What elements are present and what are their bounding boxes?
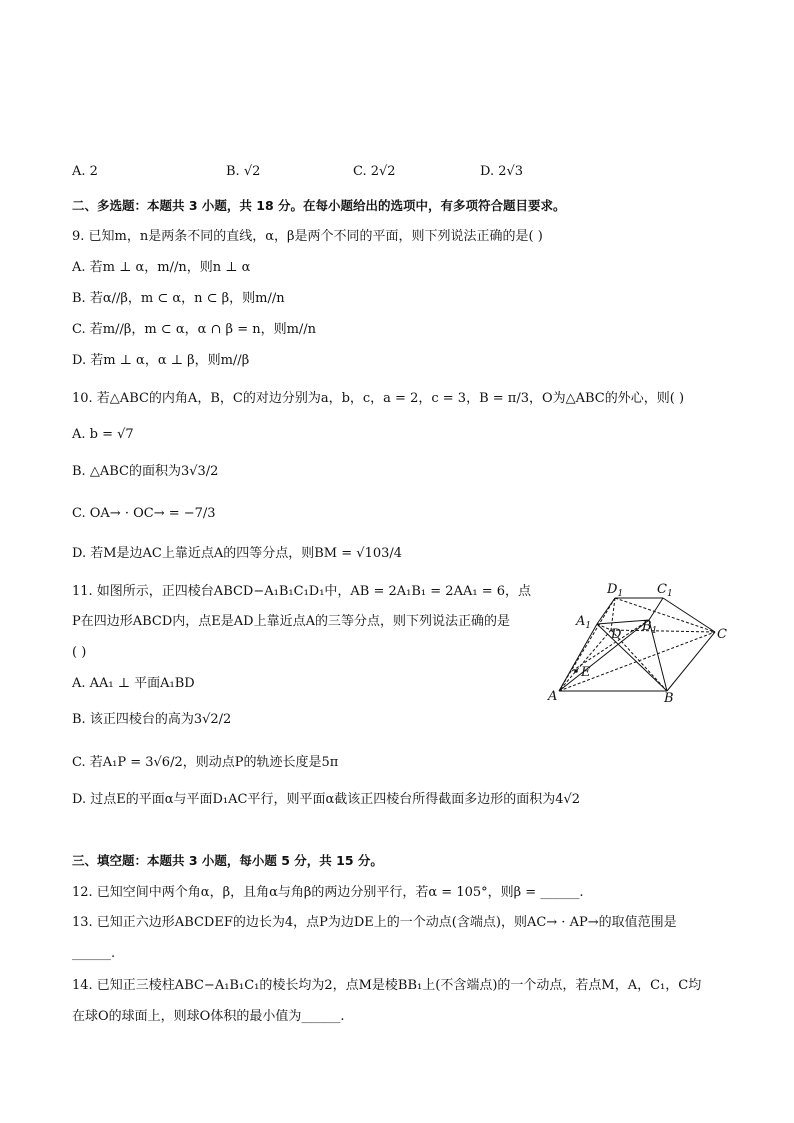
q13-line2: ______. <box>72 946 116 961</box>
section-3-heading: 三、填空题：本题共 3 小题，每小题 5 分，共 15 分。 <box>72 853 383 868</box>
point-e <box>574 669 578 673</box>
q9-option-b: B. 若α//β，m ⊂ α，n ⊂ β，则m//n <box>72 291 285 306</box>
q12-stem: 12. 已知空间中两个角α，β，且角α与角β的两边分别平行，若α = 105°，则β = ______. <box>72 885 584 900</box>
q10-option-a: A. b = √7 <box>72 427 134 442</box>
frustum-figure <box>545 578 735 710</box>
q11-stem-line1: 11. 如图所示，正四棱台ABCD−A₁B₁C₁D₁中，AB = 2A₁B₁ = 2AA₁ = 6，点 <box>72 584 531 599</box>
q9-option-a: A. 若m ⊥ α，m//n，则n ⊥ α <box>72 260 251 275</box>
label-d: D <box>611 627 622 642</box>
q10-stem: 10. 若△ABC的内角A，B，C的对边分别为a，b，c，a = 2，c = 3，B = π/3，O为△ABC的外心，则( ) <box>72 391 685 406</box>
q11-option-a: A. AA₁ ⊥ 平面A₁BD <box>72 676 195 691</box>
q9-option-c: C. 若m//β，m ⊂ α，α ∩ β = n，则m//n <box>72 322 317 337</box>
q14-line2: 在球O的球面上，则球O体积的最小值为______. <box>72 1009 345 1024</box>
edge-c1b1 <box>649 598 663 620</box>
edge-dc-hidden <box>611 630 715 632</box>
label-c: C <box>717 627 727 642</box>
label-c1: $C_1$ <box>657 582 673 599</box>
q8-option-c: C. 2√2 <box>353 164 396 179</box>
q10-option-c: C. OA→ · OC→ = −7/3 <box>72 506 216 521</box>
q11-option-c: C. 若A₁P = 3√6/2，则动点P的轨迹长度是5π <box>72 755 339 770</box>
q14-line1: 14. 已知正三棱柱ABC−A₁B₁C₁的棱长均为2，点M是棱BB₁上(不含端点)的一个动点，若点M，A，C₁，C均 <box>72 978 702 993</box>
q8-option-a: A. 2 <box>72 164 98 179</box>
q11-option-d: D. 过点E的平面α与平面D₁AC平行，则平面α截该正四棱台所得截面多边形的面积为4√2 <box>72 792 581 807</box>
q11-stem-line2: P在四边形ABCD内，点E是AD上靠近点A的三等分点，则下列说法正确的是 <box>72 614 510 629</box>
q10-option-b: B. △ABC的面积为3√3/2 <box>72 464 219 479</box>
label-a1: $A_1$ <box>576 614 592 631</box>
label-b1: $B_1$ <box>642 619 658 636</box>
q9-option-d: D. 若m ⊥ α，α ⊥ β，则m//β <box>72 353 250 368</box>
q8-option-b: B. √2 <box>226 164 261 179</box>
edge-c1c <box>663 598 715 632</box>
label-b: B <box>664 691 674 706</box>
q13-line1: 13. 已知正六边形ABCDEF的边长为4，点P为边DE上的一个动点(含端点)，则AC→ · AP→的取值范围是 <box>72 915 677 930</box>
q11-stem-line3: ( ) <box>72 645 87 660</box>
q11-option-b: B. 该正四棱台的高为3√2/2 <box>72 712 232 727</box>
line-d1c-hidden <box>615 598 715 632</box>
label-d1: $D_1$ <box>607 582 624 599</box>
label-e: E <box>581 665 591 680</box>
q8-option-d: D. 2√3 <box>480 164 524 179</box>
section-2-heading: 二、多选题：本题共 3 小题，共 18 分。在每小题给出的选项中，有多项符合题目要求。 <box>72 198 566 213</box>
label-a: A <box>548 689 558 704</box>
edge-da-hidden <box>559 630 611 691</box>
q10-option-d: D. 若M是边AC上靠近点A的四等分点，则BM = √103/4 <box>72 546 403 561</box>
q9-stem: 9. 已知m，n是两条不同的直线，α，β是两个不同的平面，则下列说法正确的是( ) <box>72 229 543 244</box>
line-a1d-hidden <box>597 624 611 630</box>
